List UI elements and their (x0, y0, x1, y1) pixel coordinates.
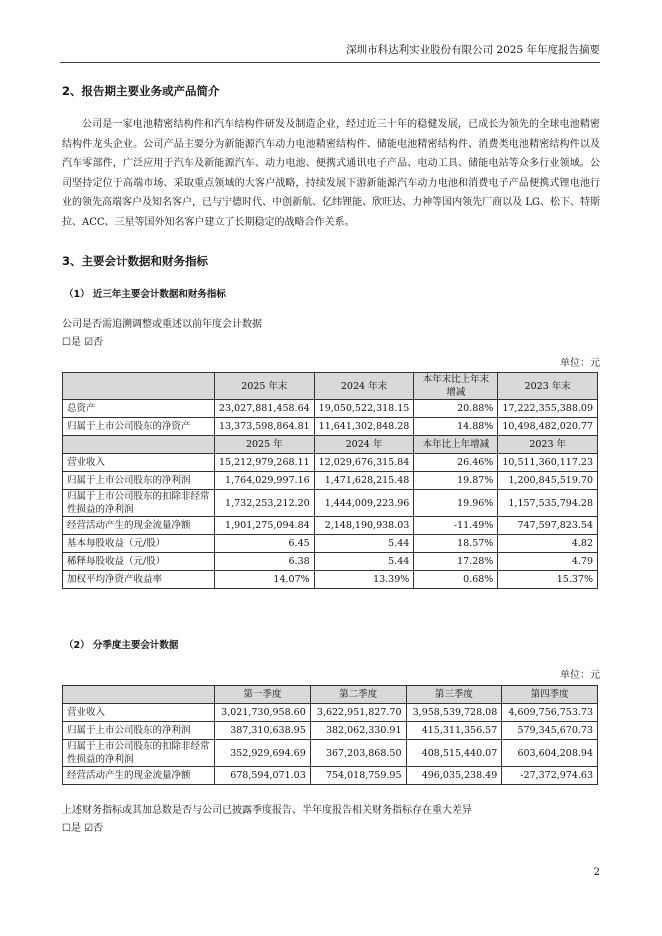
table-cell: 13.39% (314, 571, 414, 589)
table-cell: 19.96% (414, 490, 498, 517)
quarterly-financial-table (62, 685, 598, 785)
table-header-row (63, 373, 598, 400)
table-header-cell: 2025 年 (215, 436, 315, 454)
table-row (63, 454, 598, 472)
table-cell: 11,641,302,848.28 (314, 418, 414, 436)
table-header-cell (63, 436, 215, 454)
table-cell: 10,511,360,117.23 (498, 454, 598, 472)
table-cell: 0.68% (414, 571, 498, 589)
table-cell: 1,901,275,094.84 (215, 517, 315, 535)
annual-financial-table (62, 372, 598, 589)
subsection-2-title: （2） 分季度主要会计数据 (64, 640, 179, 651)
table-header-cell: 第三季度 (406, 686, 502, 704)
row-label-cell: 基本每股收益（元/股） (63, 535, 215, 553)
table-cell: 17.28% (414, 553, 498, 571)
table-cell: 20.88% (414, 400, 498, 418)
table-header-cell: 2023 年末 (498, 373, 598, 400)
subsection-1-title: （1） 近三年主要会计数据和财务指标 (64, 289, 226, 300)
table-cell: 15.37% (498, 571, 598, 589)
unit-label-2: 单位：元 (560, 670, 600, 681)
table-cell: 387,310,638.95 (215, 722, 311, 740)
table-row (63, 490, 598, 517)
difference-question: 上述财务指标或其加总数是否与公司已披露季度报告、半年度报告相关财务指标存在重大差异 (62, 805, 472, 816)
table-cell: 13,373,598,864.81 (215, 418, 315, 436)
table-cell: 579,345,670.73 (502, 722, 598, 740)
table-row (63, 472, 598, 490)
table-cell: 678,594,071.03 (215, 767, 311, 785)
restate-answer: ☐是 ☑否 (62, 337, 104, 348)
table-cell: 3,021,730,958.60 (215, 704, 311, 722)
table-cell: 2,148,190,938.03 (314, 517, 414, 535)
table-header-cell (63, 373, 215, 400)
row-label-cell: 稀释每股收益（元/股） (63, 553, 215, 571)
table-cell: 6.45 (215, 535, 315, 553)
table-cell: 367,203,868.50 (310, 740, 406, 767)
table-header-row (63, 436, 598, 454)
table-cell: 19,050,522,318.15 (314, 400, 414, 418)
section-3-title: 3、主要会计数据和财务指标 (62, 254, 209, 268)
table-cell: 415,311,356.57 (406, 722, 502, 740)
table-cell: 1,764,029,997.16 (215, 472, 315, 490)
table-header-cell: 本年末比上年末增减 (414, 373, 498, 400)
row-label-cell: 经营活动产生的现金流量净额 (63, 767, 215, 785)
table-cell: 23,027,881,458.64 (215, 400, 315, 418)
table-header-cell: 第一季度 (215, 686, 311, 704)
table-cell: 747,597,823.54 (498, 517, 598, 535)
table-cell: 3,622,951,827.70 (310, 704, 406, 722)
table-header-cell: 2025 年末 (215, 373, 315, 400)
table-cell: 603,604,208.94 (502, 740, 598, 767)
table-cell: 26.46% (414, 454, 498, 472)
table-cell: -27,372,974.63 (502, 767, 598, 785)
table-row (63, 767, 598, 785)
table-cell: 1,157,535,794.28 (498, 490, 598, 517)
difference-answer: ☐是 ☑否 (62, 823, 104, 834)
row-label-cell: 加权平均净资产收益率 (63, 571, 215, 589)
table-header-cell (63, 686, 215, 704)
row-label-cell: 归属于上市公司股东的扣除非经常性损益的净利润 (63, 740, 215, 767)
table-cell: -11.49% (414, 517, 498, 535)
row-label-cell: 归属于上市公司股东的扣除非经常性损益的净利润 (63, 490, 215, 517)
table-cell: 4.79 (498, 553, 598, 571)
page-number: 2 (593, 867, 600, 878)
table-header-cell: 本年比上年增减 (414, 436, 498, 454)
section-2-title: 2、报告期主要业务或产品简介 (62, 84, 220, 98)
table-cell: 17,222,355,388.09 (498, 400, 598, 418)
row-label-cell: 营业收入 (63, 704, 215, 722)
row-label-cell: 归属于上市公司股东的净利润 (63, 472, 215, 490)
table-row (63, 400, 598, 418)
table-cell: 4.82 (498, 535, 598, 553)
table-cell: 5.44 (314, 553, 414, 571)
table-cell: 1,444,009,223.96 (314, 490, 414, 517)
table-header-cell: 第二季度 (310, 686, 406, 704)
table-cell: 14.07% (215, 571, 315, 589)
table-cell: 496,035,238.49 (406, 767, 502, 785)
table-row (63, 722, 598, 740)
table-cell: 1,200,845,519.70 (498, 472, 598, 490)
table-cell: 754,018,759.95 (310, 767, 406, 785)
table-header-cell: 第四季度 (502, 686, 598, 704)
row-label-cell: 归属于上市公司股东的净资产 (63, 418, 215, 436)
table-cell: 18.57% (414, 535, 498, 553)
table-cell: 408,515,440.07 (406, 740, 502, 767)
table-cell: 5.44 (314, 535, 414, 553)
table-row (63, 517, 598, 535)
table-row (63, 740, 598, 767)
table-row (63, 571, 598, 589)
row-label-cell: 经营活动产生的现金流量净额 (63, 517, 215, 535)
table-cell: 19.87% (414, 472, 498, 490)
table-cell: 12,029,676,315.84 (314, 454, 414, 472)
business-description: 公司是一家电池精密结构件和汽车结构件研发及制造企业，经过近三十年的稳健发展，已成长为领先的全球电池精密结构件龙头企业。公司产品主要分为新能源汽车动力电池精密结构件、储能电池精密结构件、消费类电池精密结构件以及汽车零部件，广泛应用于汽车及新能源汽车、动力电池、便携式通讯电子产品、电动工具、储能电站等众多行业领域。公司坚持定位于高端市场、采取重点领域的大客户战略，持续发展下游新能源汽车动力电池和消费电子产品便携式锂电池行业的领先高端客户及知名客户，已与宁德时代、中创新航、亿纬锂能、欣旺达、力神等国内领先厂商以及 LG、松下、特斯拉、ACC、三星等国外知名客户建立了长期稳定的战略合作关系。 (62, 119, 600, 228)
table-cell: 6.38 (215, 553, 315, 571)
table-cell: 3,958,539,728.08 (406, 704, 502, 722)
table-cell: 352,929,694.69 (215, 740, 311, 767)
table-cell: 1,732,253,212.20 (215, 490, 315, 517)
unit-label-1: 单位：元 (560, 358, 600, 369)
table-cell: 15,212,979,268.11 (215, 454, 315, 472)
table-header-cell: 2024 年 (314, 436, 414, 454)
table-row (63, 418, 598, 436)
table-row (63, 535, 598, 553)
row-label-cell: 营业收入 (63, 454, 215, 472)
table-header-cell: 2023 年 (498, 436, 598, 454)
restate-question: 公司是否需追溯调整或重述以前年度会计数据 (62, 319, 262, 330)
table-cell: 382,062,330.91 (310, 722, 406, 740)
row-label-cell: 总资产 (63, 400, 215, 418)
page-header: 深圳市科达利实业股份有限公司 2025 年年度报告摘要 (60, 42, 600, 63)
table-cell: 10,498,482,020.77 (498, 418, 598, 436)
table-header-row (63, 686, 598, 704)
table-row (63, 553, 598, 571)
table-header-cell: 2024 年末 (314, 373, 414, 400)
table-row (63, 704, 598, 722)
table-cell: 1,471,628,215.48 (314, 472, 414, 490)
table-cell: 4,609,756,753.73 (502, 704, 598, 722)
row-label-cell: 归属于上市公司股东的净利润 (63, 722, 215, 740)
table-cell: 14.88% (414, 418, 498, 436)
